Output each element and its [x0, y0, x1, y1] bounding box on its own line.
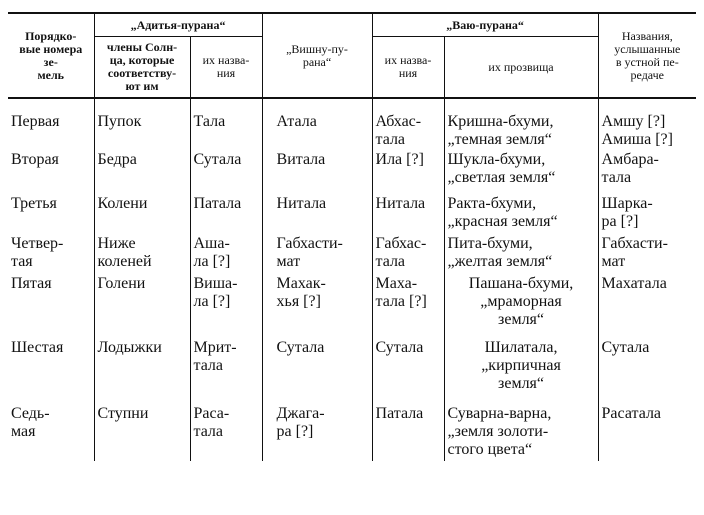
cell-order: Седь- мая	[8, 403, 94, 461]
cell-order: Четвер- тая	[8, 233, 94, 273]
cell-member: Ниже коленей	[94, 233, 190, 273]
cell-member: Ступни	[94, 403, 190, 461]
cell-oral-name: Расатала	[601, 405, 662, 422]
cell-vayu-nickname: Суварна-варна, „земля золоти- стого цвета“	[444, 403, 598, 461]
header-group-vayu-purana: „Ваю-пурана“	[372, 13, 598, 37]
cell-vishnu-name: Габхасти- мат	[262, 233, 372, 273]
cell-vayu-nickname: Кришна-бхуми, „темная земля“	[444, 98, 598, 149]
cell-aditya-name: Мрит- тала	[190, 337, 262, 403]
cell-vayu-name: Нитала	[372, 193, 444, 233]
cell-oral-name: Махатала	[601, 275, 667, 292]
cell-aditya-name: Сутала	[190, 149, 262, 193]
cell-vishnu-name: Нитала	[262, 193, 372, 233]
table-row	[8, 98, 696, 149]
header-group-aditya-purana: „Адитья-пурана“	[94, 13, 262, 37]
cell-oral-name: Габхасти- мат	[601, 235, 668, 270]
cell-vayu-nickname: Пашана-бхуми, „мраморная земля“	[444, 273, 598, 337]
cell-member: Пупок	[94, 98, 190, 149]
cell-member: Бедра	[94, 149, 190, 193]
cell-aditya-name: Раса- тала	[190, 403, 262, 461]
cell-order: Третья	[8, 193, 94, 233]
cell-vayu-nickname: Шилатала, „кирпичная земля“	[444, 337, 598, 403]
cell-vishnu-name: Витала	[262, 149, 372, 193]
cell-vayu-name: Габхас- тала	[372, 233, 444, 273]
cell-order: Вторая	[8, 149, 94, 193]
table-row	[8, 273, 696, 337]
header-vishnu-purana: „Вишну-пу- рана“	[262, 13, 372, 98]
cell-oral-name: Сутала	[601, 339, 650, 356]
cell-vayu-name: Сутала	[372, 337, 444, 403]
cell-vishnu-name: Сутала	[262, 337, 372, 403]
header-aditya-names: их назва- ния	[190, 37, 262, 99]
cell-vayu-nickname: Шукла-бхуми, „светлая земля“	[444, 149, 598, 193]
header-order: Порядко- вые номера зе- мель	[8, 13, 94, 98]
table-row	[8, 233, 696, 273]
cell-member: Голени	[94, 273, 190, 337]
cell-order: Пятая	[8, 273, 94, 337]
cell-aditya-name: Тала	[190, 98, 262, 149]
cell-oral-name: Шарка- ра [?]	[601, 195, 653, 230]
table-row	[8, 403, 696, 461]
header-vayu-names: их назва- ния	[372, 37, 444, 99]
cell-oral-name: Амшу [?] Амиша [?]	[601, 113, 673, 148]
cell-aditya-name: Аша- ла [?]	[190, 233, 262, 273]
table-row	[8, 193, 696, 233]
cell-member: Колени	[94, 193, 190, 233]
header-oral-names: Названия, услышанные в устной пе- редаче	[598, 13, 696, 98]
cell-vayu-name: Патала	[372, 403, 444, 461]
cell-order: Шестая	[8, 337, 94, 403]
lands-comparison-table	[8, 12, 696, 461]
cell-vayu-nickname: Ракта-бхуми, „красная земля“	[444, 193, 598, 233]
cell-oral-name: Амбара- тала	[601, 151, 659, 186]
cell-vayu-name: Маха- тала [?]	[372, 273, 444, 337]
cell-vayu-name: Абхас- тала	[372, 98, 444, 149]
cell-vishnu-name: Джага- ра [?]	[262, 403, 372, 461]
cell-order: Первая	[8, 98, 94, 149]
cell-aditya-name: Виша- ла [?]	[190, 273, 262, 337]
cell-member: Лодыжки	[94, 337, 190, 403]
cell-vayu-name: Ила [?]	[372, 149, 444, 193]
table-row	[8, 149, 696, 193]
cell-vayu-nickname: Пита-бхуми, „желтая земля“	[444, 233, 598, 273]
cell-vishnu-name: Махак- хья [?]	[262, 273, 372, 337]
table-row	[8, 337, 696, 403]
header-sun-members: члены Солн- ца, которые соответству- ют им	[94, 37, 190, 99]
header-vayu-nicknames: их прозвища	[444, 37, 598, 99]
cell-vishnu-name: Атала	[262, 98, 372, 149]
lands-table-container	[8, 12, 696, 461]
cell-aditya-name: Патала	[190, 193, 262, 233]
